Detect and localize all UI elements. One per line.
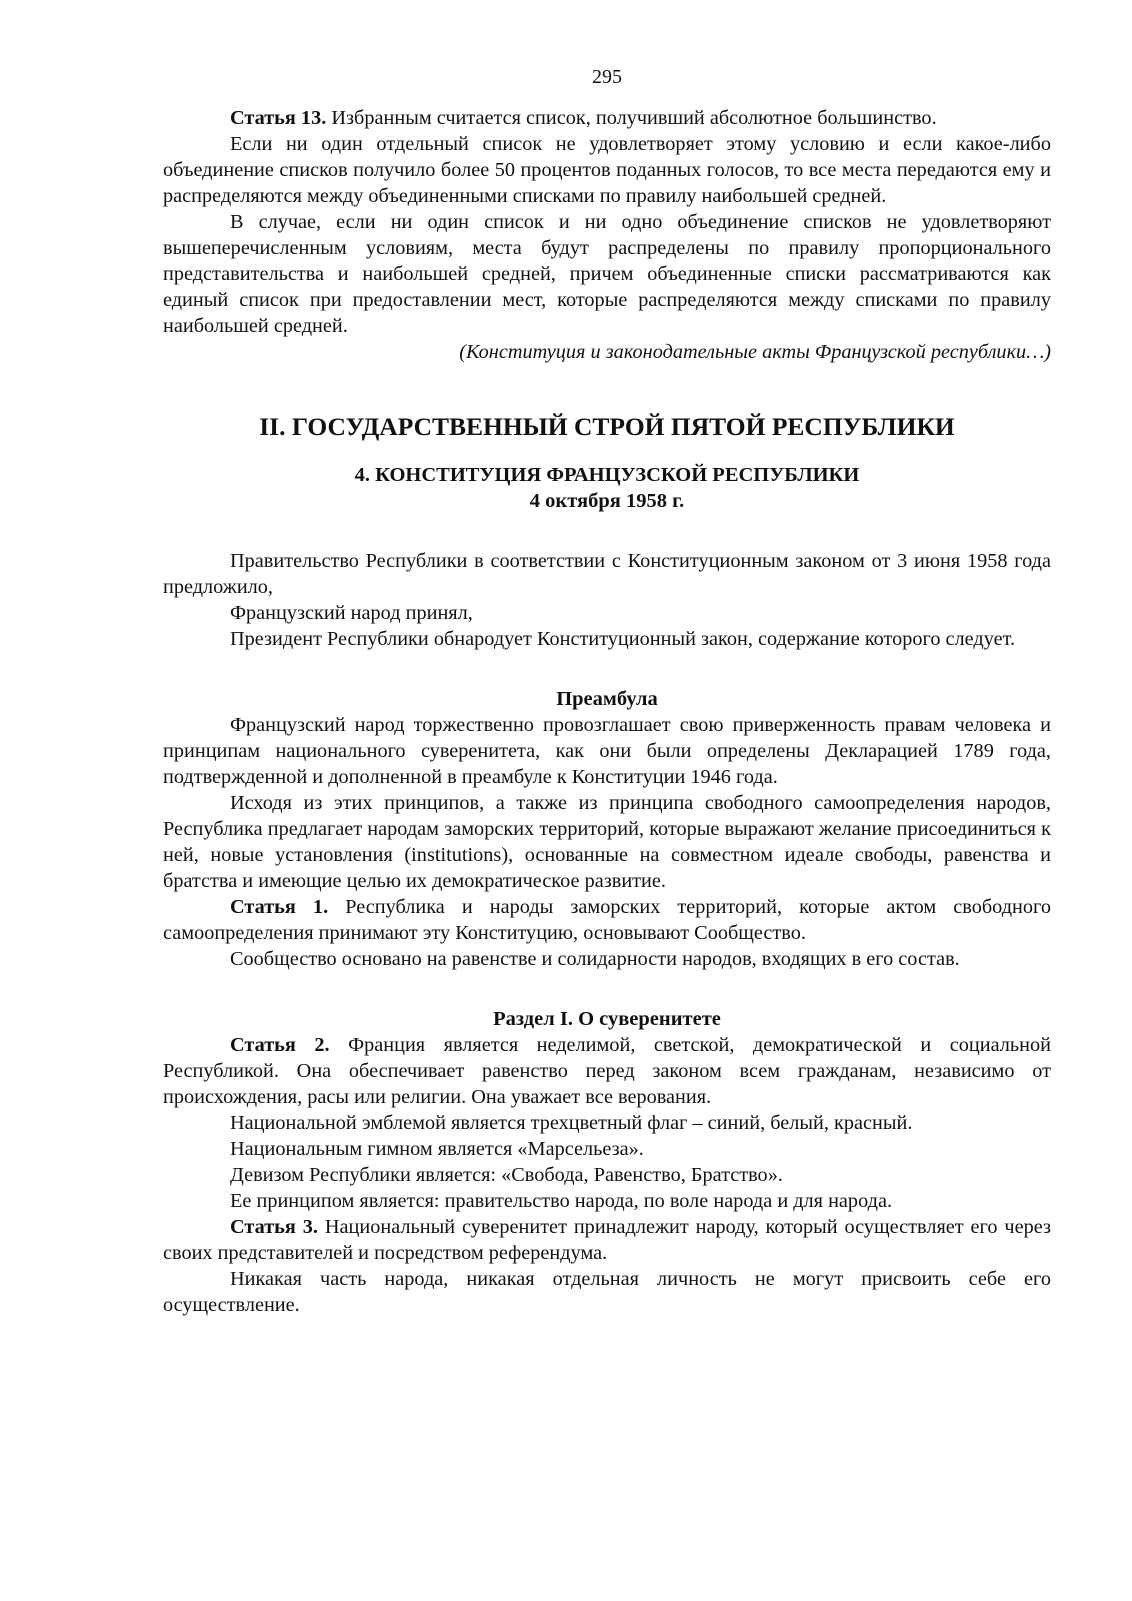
article-13-label: Статья 13. [230,107,327,129]
intro-paragraph-1: Правительство Республики в соответствии с Конституционным законом от 3 июня 1958 года предложило, [163,550,1051,598]
intro-block [163,548,1051,652]
chapter-title: II. ГОСУДАРСТВЕННЫЙ СТРОЙ ПЯТОЙ РЕСПУБЛИКИ [259,412,955,441]
principle-paragraph: Ее принципом является: правительство народа, по воле народа и для народа. [230,1190,893,1212]
document-title [163,462,1051,514]
article-3-paragraph [163,1214,1051,1266]
motto-paragraph: Девизом Республики является: «Свобода, Равенство, Братство». [230,1164,783,1186]
article-13-paragraph-3: В случае, если ни один список и ни одно объединение списков не удовлетворяют вышеперечисленным условиям, места будут распределены по правилу пропорционального представительства и наибольшей средней, причем объединенные списки рассматриваются как единый список при предоставлении мест, которые распределяются между списками по правилу наибольшей средней. [163,211,1051,337]
intro-paragraph-2: Французский народ принял, [230,602,473,624]
page-number: 295 [592,66,622,88]
article-3-text: Национальный суверенитет принадлежит народу, который осуществляет его через своих представителей и посредством референдума. [163,1216,1051,1264]
anthem-paragraph: Национальным гимном является «Марсельеза». [230,1138,644,1160]
article-3-label: Статья 3. [230,1216,318,1238]
emblem-paragraph: Национальной эмблемой является трехцветный флаг – синий, белый, красный. [230,1112,913,1134]
article-1-paragraph [163,894,1051,946]
preamble-paragraph-4: Сообщество основано на равенстве и солидарности народов, входящих в его состав. [230,948,960,970]
article-1-label: Статья 1. [230,896,329,918]
document-page [163,64,1051,1318]
article-13-text: Избранным считается список, получивший абсолютное большинство. [326,107,937,129]
preamble-heading: Преамбула [556,688,658,710]
article-2-paragraph [163,1032,1051,1110]
preamble-paragraph-2: Исходя из этих принципов, а также из принципа свободного самоопределения народов, Республика предлагает народам заморских территорий, которые выражают желание присоединиться к ней, новые установления (institutions), основанные на совместном идеале свободы, равенства и братства и имеющие целью их демократическое развитие. [163,792,1051,892]
source-citation: (Конституция и законодательные акты Французской республики…) [459,341,1051,363]
section-1-heading: Раздел I. О суверенитете [493,1008,721,1030]
preamble-paragraph-1: Французский народ торжественно провозглашает свою приверженность правам человека и принципам национального суверенитета, как они были определены Декларацией 1789 года, подтвержденной и дополненной в преамбуле к Конституции 1946 года. [163,714,1051,788]
article-13-paragraph [163,105,1051,131]
article-1-text: Республика и народы заморских территорий, которые актом свободного самоопределения принимают эту Конституцию, основывают Сообщество. [163,896,1051,944]
article-13-paragraph-2: Если ни один отдельный список не удовлетворяет этому условию и если какое-либо объединение списков получило более 50 процентов поданных голосов, то все места передаются ему и распределяются между объединенными списками по правилу наибольшей средней. [163,133,1051,207]
article-2-text: Франция является неделимой, светской, демократической и социальной Республикой. Она обеспечивает равенство перед законом всем гражданам, независимо от происхождения, расы или религии. Она уважает все верования. [163,1034,1051,1108]
intro-paragraph-3: Президент Республики обнародует Конституционный закон, содержание которого следует. [230,628,1016,650]
article-2-label: Статья 2. [230,1034,330,1056]
document-title-line: 4. КОНСТИТУЦИЯ ФРАНЦУЗСКОЙ РЕСПУБЛИКИ [354,464,860,486]
document-date: 4 октября 1958 г. [529,490,685,512]
article-3-paragraph-2: Никакая часть народа, никакая отдельная личность не могут присвоить себе его осуществление. [163,1268,1051,1316]
